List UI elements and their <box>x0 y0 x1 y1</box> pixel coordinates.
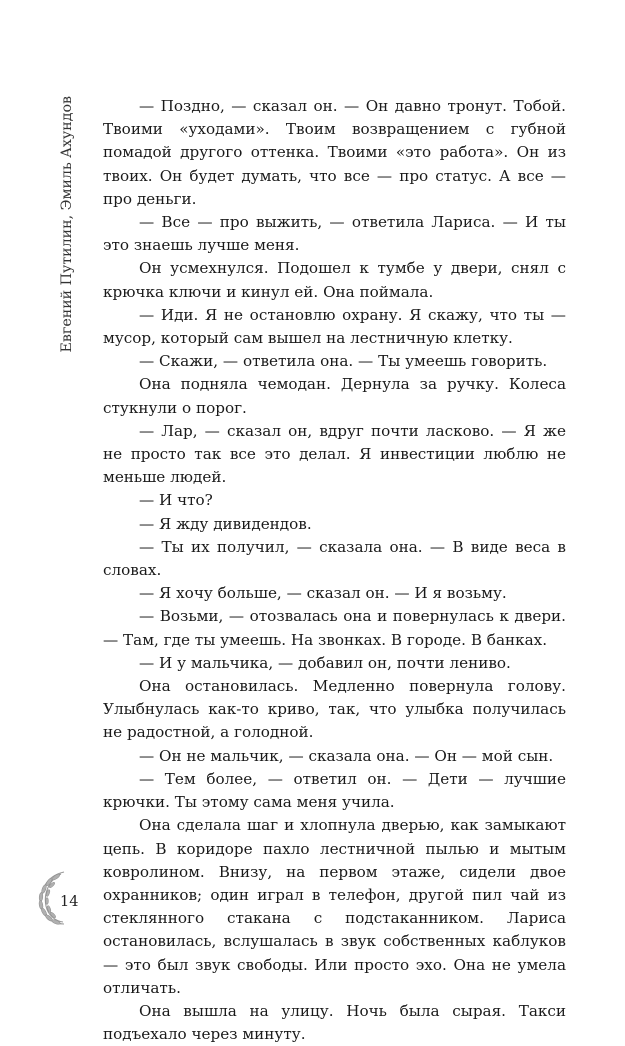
paragraph: — Ты их получил, — сказала она. — В виде веса в словах. <box>103 537 566 580</box>
paragraph: Он усмехнулся. Подошел к тумбе у двери, снял с крючка ключи и кинул ей. Она поймала. <box>103 259 566 301</box>
paragraph: — Скажи, — ответила она. — Ты умеешь говорить. <box>139 352 548 371</box>
paragraph: — Я жду дивидендов. <box>139 514 312 533</box>
paragraph: Она вышла на улицу. Ночь была сырая. Такси подъехало через минуту. <box>103 1001 566 1044</box>
paragraph: Она подняла чемодан. Дернула за ручку. Колеса стукнули о порог. <box>103 375 566 417</box>
folio <box>34 868 78 926</box>
running-head-authors: Евгений Путилин, Эмиль Ахундов <box>59 96 75 353</box>
paragraph: — Он не мальчик, — сказала она. — Он — мой сын. <box>139 746 554 765</box>
paragraph: — Тем более, — ответил он. — Дети — лучшие крючки. Ты этому сама меня учила. <box>103 769 566 812</box>
page-number: 14 <box>60 894 79 910</box>
body-text <box>103 95 566 1046</box>
paragraph: — Все — про выжить, — ответила Лариса. — И ты это знаешь лучше меня. <box>103 213 566 255</box>
paragraph: — Возьми, — отозвалась она и повернулась к двери. — Там, где ты умеешь. На звонках. В городе. В банках. <box>103 607 566 649</box>
paragraph: Она остановилась. Медленно повернула голову. Улыбнулась как-то криво, так, что улыбка получилась не радостной, а голодной. <box>103 677 566 742</box>
paragraph: — Я хочу больше, — сказал он. — И я возьму. <box>139 584 507 603</box>
paragraph: — И у мальчика, — добавил он, почти лениво. <box>139 653 511 672</box>
running-head <box>56 96 78 396</box>
paragraph: — Лар, — сказал он, вдруг почти ласково. — Я же не просто так все это делал. Я инвестиции люблю не меньше людей. <box>103 421 566 487</box>
paragraph: Она сделала шаг и хлопнула дверью, как замыкают цепь. В коридоре пахло лестничной пылью и мытым ковролином. Внизу, на первом этаже, сидели двое охранников; один играл в телефон, другой пил чай из стеклянного стакана с подстаканником. Лариса остановилась, вслушалась в звук собственных каблуков — это был звук свободы. Или просто эхо. Она не умела отличать. <box>103 816 566 997</box>
paragraph: — Иди. Я не остановлю охрану. Я скажу, что ты — мусор, который сам вышел на лестничную клетку. <box>103 305 566 348</box>
paragraph: — Поздно, — сказал он. — Он давно тронут. Тобой. Твоими «уходами». Твоим возвращением с губной помадой другого оттенка. Твоими «это работа». Он из твоих. Он будет думать, что все — про статус. А все — про деньги. <box>103 97 566 208</box>
paragraph: — И что? <box>139 491 213 510</box>
